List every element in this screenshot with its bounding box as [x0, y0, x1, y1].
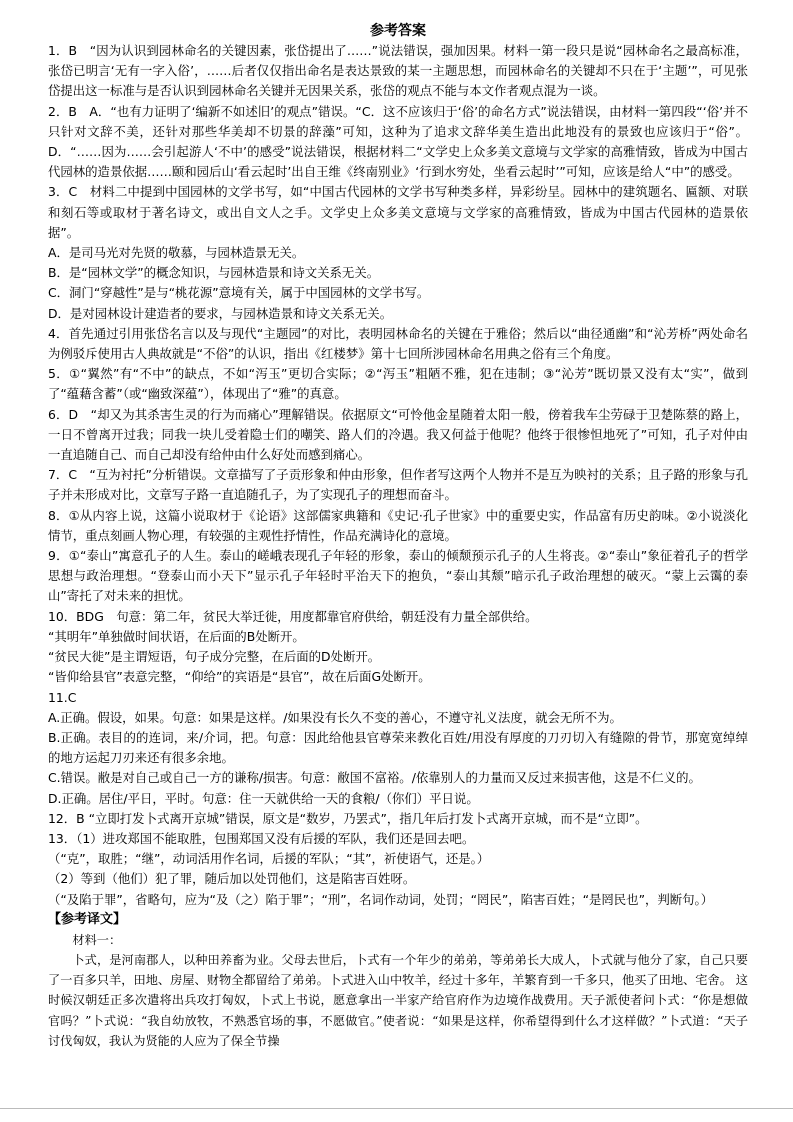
answer-paragraph: B．是“园林文学”的概念知识，与园林造景和诗文关系无关。: [48, 265, 380, 281]
answer-paragraph: 13．（1）进攻郑国不能取胜，包围郑国又没有后援的军队，我们还是回去吧。: [48, 830, 475, 846]
answer-paragraph: C．洞门“穿越性”是与“桃花源”意境有关，属于中国园林的文学书写。: [48, 285, 430, 301]
material-label: 材料一：: [72, 932, 122, 947]
translation-heading: 【参考译文】: [48, 911, 127, 927]
answer-paragraph: （“及陷于罪”，省略句，应为“及（之）陷于罪”；“刑”，名词作动词，处罚；“罔民”，陷害百姓；“是罔民也”，判断句。）: [48, 891, 714, 907]
answer-paragraph: 7．C “互为衬托”分析错误。文章描写了子贡形象和仲由形象，但作者写这两个人物并不是互为映衬的关系；且子路的形象与孔子并未形成对比，文章写子路一直追随孔子，为了实现孔子的理想而奋斗。: [48, 467, 748, 503]
answer-list: [48, 41, 748, 910]
answer-paragraph: C.错误。敝是对自己或自己一方的谦称/损害。句意：敝国不富裕。/依靠别人的力量而又反过来损害他，这是不仁义的。: [48, 770, 701, 786]
page-bottom-rule: [0, 1108, 793, 1109]
page-title: 参考答案: [370, 23, 426, 39]
answer-paragraph: 10．BDG 句意：第二年，贫民大举迁徙，用度都靠官府供给，朝廷没有力量全部供给。: [48, 608, 538, 624]
answer-paragraph: D．是对园林设计建造者的要求，与园林造景和诗文关系无关。: [48, 305, 393, 321]
answer-paragraph: 2．B A．“也有力证明了‘编新不如述旧’的观点”错误。“C．这不应该归于‘俗’的命名方式”说法错误，由材料一第四段“‘俗’并不只针对文辞不美，还针对那些华美却不切景的辞藻”可知，这种为了追求文辞华美生造出此地没有的景致也应该归于“俗”。 D．“……因为……会引起游人‘不中’的感受”说法错误，根据材料二“文学史上众多美文意境与文学家的高雅情致，皆成为中国古代园林的造景依据……颐和园后山‘看云起时’出自王维《终南别业》‘行到水穷处，坐看云起时’”可知，应该是给人“中”的感受。: [48, 103, 748, 180]
answer-paragraph: 9．①“泰山”寓意孔子的人生。泰山的嵯峨表现孔子年轻的形象，泰山的倾颓预示孔子的人生将丧。②“泰山”象征着孔子的哲学思想与政治理想。“登泰山而小天下”显示孔子年轻时平治天下的抱负，“泰山其颓”暗示孔子政治理想的破灭。“蒙上云霭的泰山”寄托了对未来的担忧。: [48, 548, 748, 604]
answer-paragraph: 3．C 材料二中提到中国园林的文学书写，如“中国古代园林的文学书写种类多样，异彩纷呈。园林中的建筑题名、匾额、对联和刻石等或取材于著名诗文，或出自文人之手。文学史上众多美文意境与文学家的高雅情致，皆成为中国古代园林的造景依据”。: [48, 184, 748, 240]
answer-paragraph: 1．B “因为认识到园林命名的关键因素，张岱提出了……”说法错误，强加因果。材料一第一段只是说“园林命名之最高标准，张岱已明言‘无有一字入俗’，……后者仅仅指出命名是表达景致的某一主题思想，而园林命名的关键却不只在于‘主题’”，可见张岱提出这一标准与是否认识到园林命名关键并无因果关系，张岱的观点不能与本文作者观点混为一谈。: [48, 43, 748, 99]
answer-paragraph: “皆仰给县官”表意完整，“仰给”的宾语是“县官”，故在后面G处断开。: [48, 669, 431, 685]
answer-paragraph: （“克”，取胜；“继”，动词活用作名词，后援的军队；“其”，祈使语气，还是。）: [48, 851, 490, 867]
answer-paragraph: “其明年”单独做时间状语，在后面的B处断开。: [48, 628, 305, 644]
answer-paragraph: （2）等到（他们）犯了罪，随后加以处罚他们，这是陷害百姓呀。: [48, 871, 416, 887]
answer-paragraph: 4．首先通过引用张岱名言以及与现代“主题园”的对比，表明园林命名的关键在于雅俗；然后以“曲径通幽”和“沁芳桥”两处命名为例驳斥使用古人典故就是“不俗”的认识，指出《红楼梦》第十七回所涉园林命名用典之俗有三个角度。: [48, 325, 748, 362]
answer-paragraph: 11.C: [48, 689, 77, 705]
answer-paragraph: “贫民大徙”是主谓短语，句子成分完整，在后面的D处断开。: [48, 649, 381, 665]
answer-paragraph: 6．D “却又为其杀害生灵的行为而痛心”理解错误。依据原文“可怜他金星随着太阳一般，傍着我车尘劳碌于卫楚陈蔡的路上，一日不曾离开过我；同我一块儿受着隐士们的嘲笑、路人们的冷遇。我又何益于他呢？他终于很惨怛地死了”可知，孔子对仲由一直追随自己、而自己却没有给仲由什么好处而感到痛心。: [48, 406, 748, 463]
answer-paragraph: A.正确。假设，如果。句意：如果是这样。/如果没有长久不变的善心，不遵守礼义法度，就会无所不为。: [48, 709, 622, 725]
answer-paragraph: B.正确。表目的的连词，来/介词，把。句意：因此给他县官尊荣来教化百姓/用没有厚度的刀刃切入有缝隙的骨节，那宽宽绰绰的地方运起刀刃来还有很多余地。: [48, 729, 748, 766]
answer-paragraph: 5．①“翼然”有“不中”的缺点，不如“泻玉”更切合实际；②“泻玉”粗陋不雅，犯在违制；③“沁芳”既切景又没有太“实”，做到了“蕴藉含蓄”（或“幽致深蕴”），体现出了“雅”的真意。: [48, 366, 748, 402]
answer-paragraph: A．是司马光对先贤的敬慕，与园林造景无关。: [48, 245, 305, 261]
translation-text: 卜式，是河南郡人，以种田养畜为业。父母去世后，卜式有一个年少的弟弟，等弟弟长大成人，卜式就与他分了家，自己只要了一百多只羊，田地、房屋、财物全都留给了弟弟。卜式进入山中牧羊，经过十多年，羊繁育到一千多只，他买了田地、宅舍。 这时候汉朝廷正多次遣将出兵攻打匈奴，卜式上书说，愿意拿出一半家产给官府作为边境作战费用。天子派使者问卜式：“你是想做官吗？”卜式说：“我自幼放牧，不熟悉官场的事，不愿做官。”使者说：“如果是这样，你希望得到什么才这样做？”卜式道：“天子讨伐匈奴，我认为贤能的人应为了保全节操: [48, 952, 748, 1048]
answer-paragraph: 8．①从内容上说，这篇小说取材于《论语》这部儒家典籍和《史记·孔子世家》中的重要史实，作品富有历史韵味。②小说淡化情节，重点刻画人物心理，有较强的主观性抒情性，作品充满诗化的意境。: [48, 507, 748, 543]
answer-paragraph: 12．B “立即打发卜式离开京城”错误，原文是“数岁，乃罢式”，指几年后打发卜式离开京城，而不是“立即”。: [48, 810, 648, 826]
answer-paragraph: D.正确。居住/平日，平时。句意：住一天就供给一天的食粮/（你们）平日说。: [48, 790, 479, 806]
answer-page: [48, 22, 748, 1051]
